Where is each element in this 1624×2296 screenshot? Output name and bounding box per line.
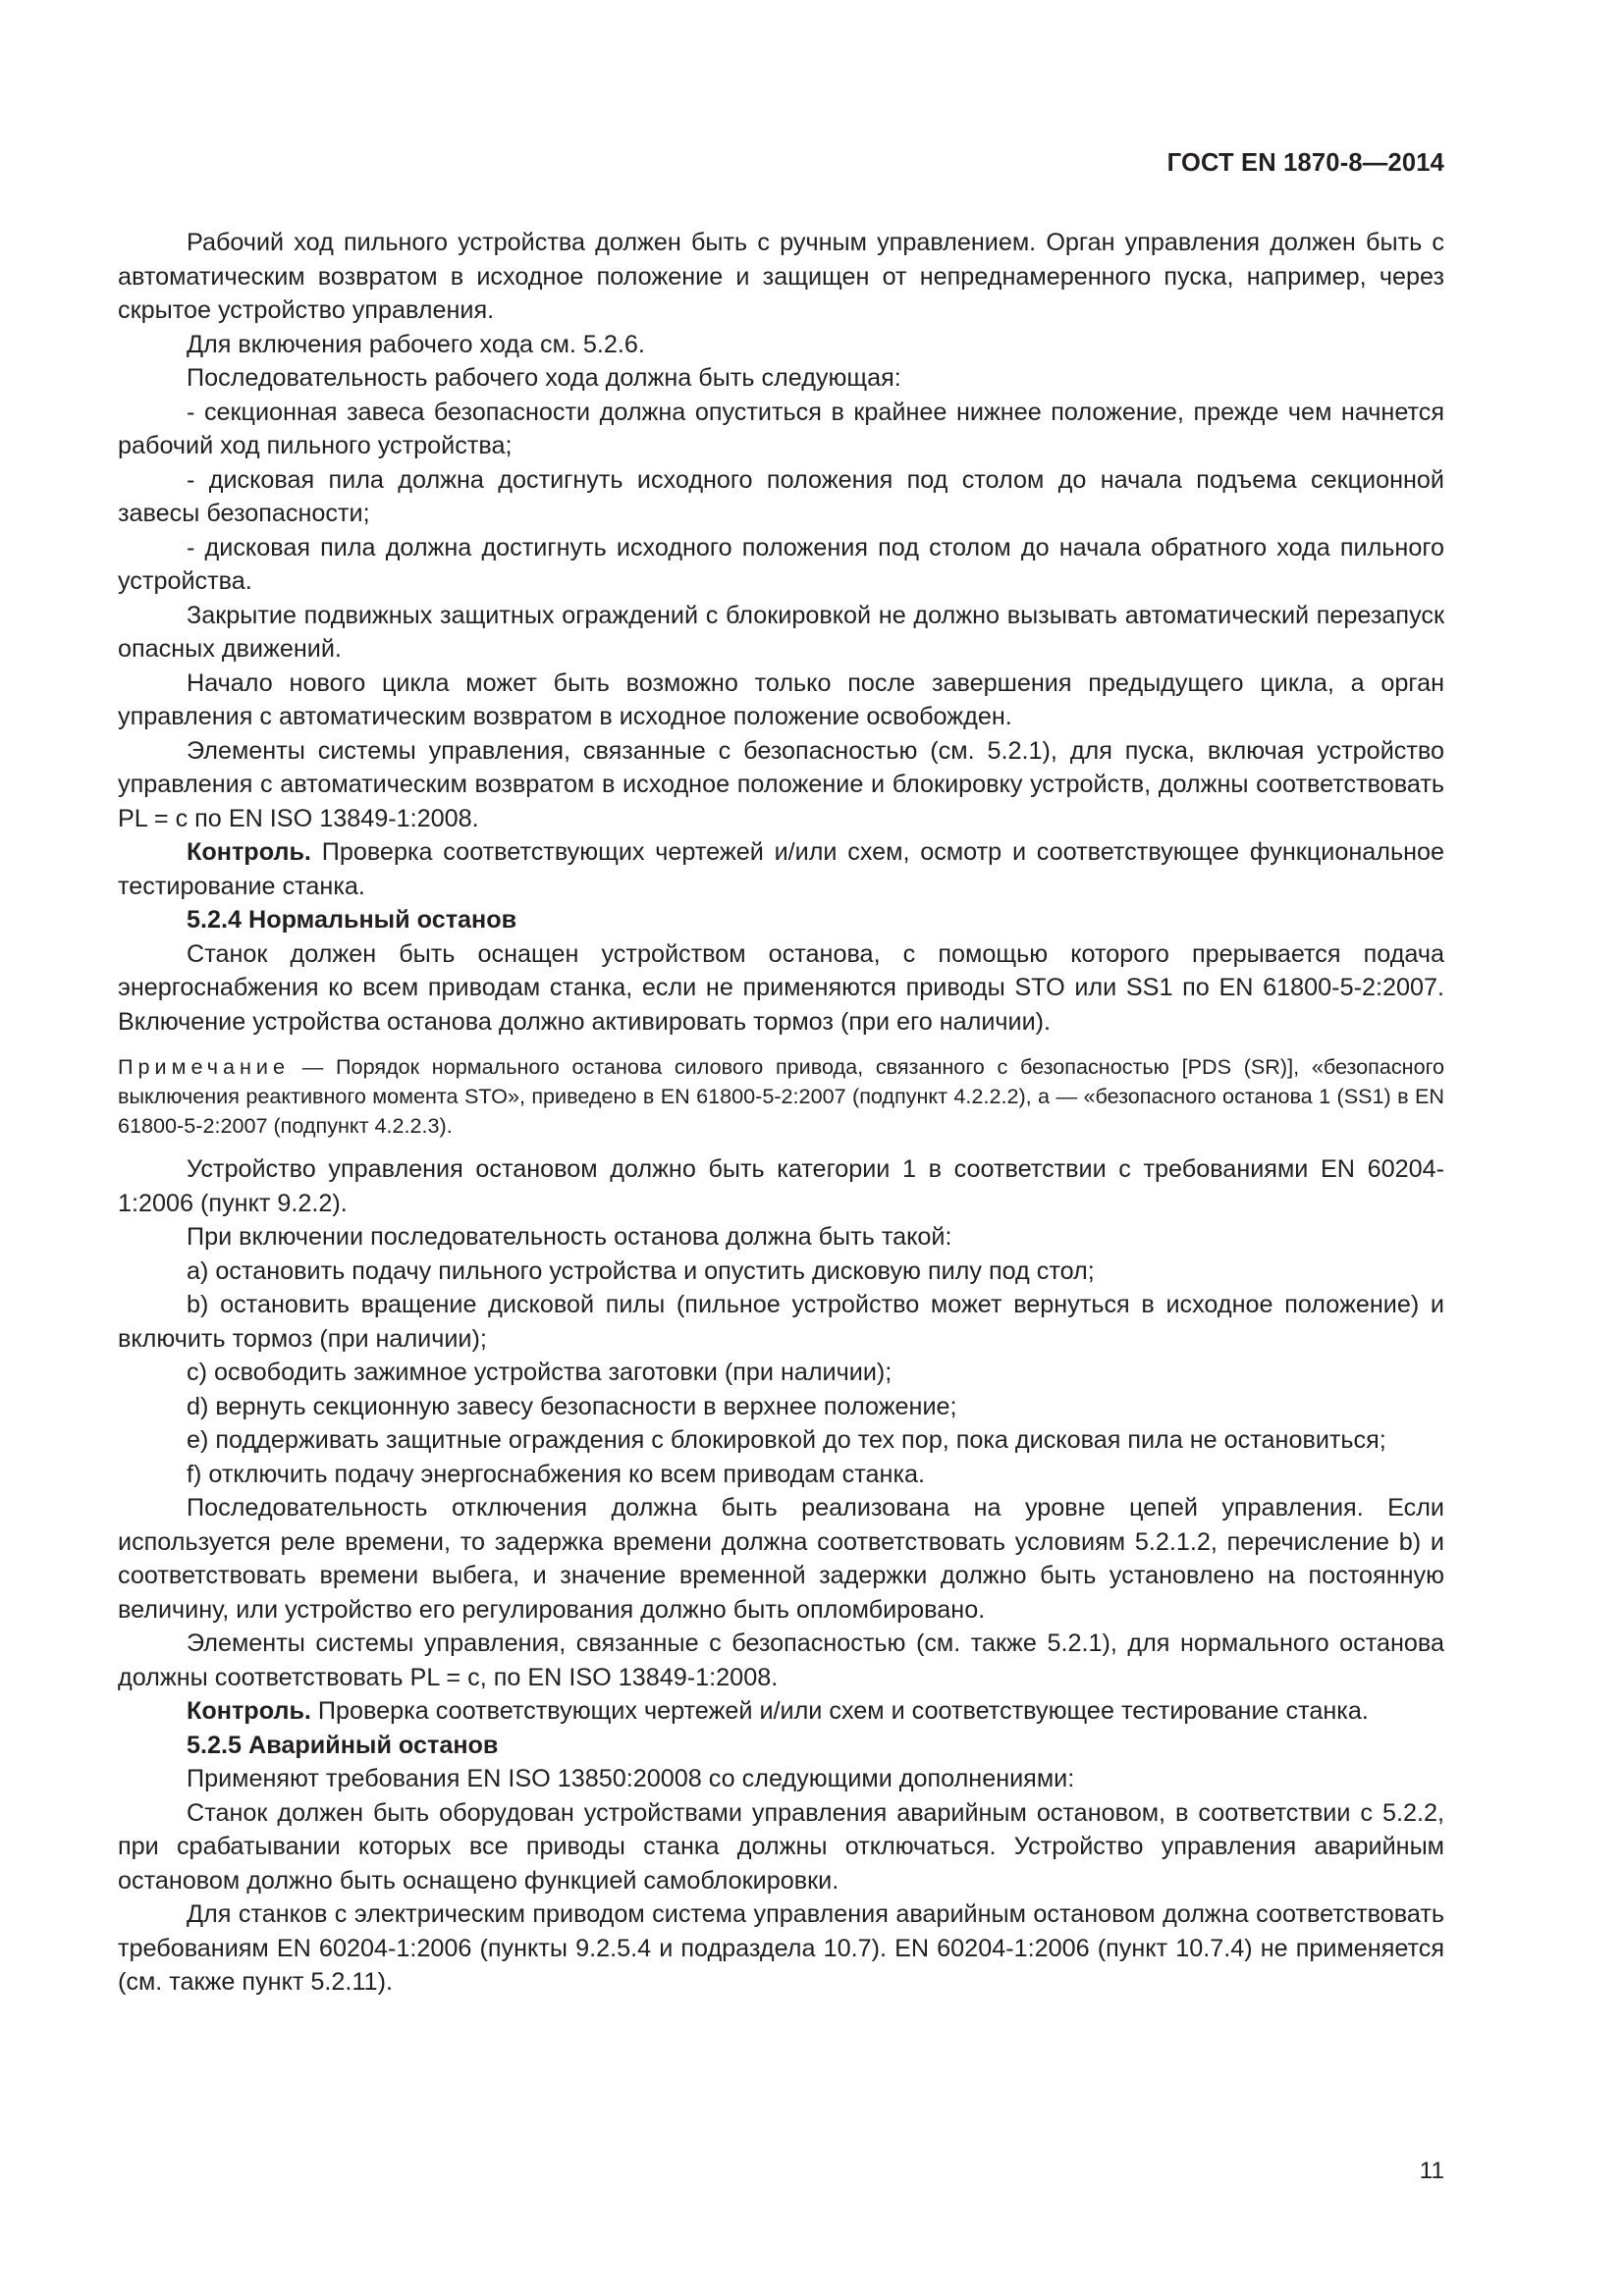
paragraph: Рабочий ход пильного устройства должен быть с ручным управлением. Орган управления должен быть с автоматическим возвратом в исходное положение и защищен от непреднамеренного пуска, например, через скрытое устройство управления. bbox=[118, 229, 1444, 324]
paragraph: При включении последовательность останова должна быть такой: bbox=[187, 1223, 952, 1251]
list-item: d) вернуть секционную завесу безопасности в верхнее положение; bbox=[187, 1392, 957, 1420]
list-item: - дисковая пила должна достигнуть исходного положения под столом до начала обратного хода пильного устройства. bbox=[118, 533, 1444, 595]
paragraph: Последовательность отключения должна быть реализована на уровне цепей управления. Если используется реле времени, то задержка времени должна соответствовать условиям 5.2.1.2, перечисление b) и соответствовать времени выбега, и значение временной задержки должно быть установлено на постоянную величину, или устройство его регулирования должно быть опломбировано. bbox=[118, 1494, 1444, 1624]
paragraph: Элементы системы управления, связанные с безопасностью (см. 5.2.1), для пуска, включая устройство управления с автоматическим возвратом в исходное положение и блокировку устройств, должны соответствовать PL = c по EN ISO 13849-1:2008. bbox=[118, 736, 1444, 832]
paragraph: Закрытие подвижных защитных ограждений с блокировкой не должно вызывать автоматический перезапуск опасных движений. bbox=[118, 601, 1444, 663]
note-text: — Порядок нормального останова силового привода, связанного с безопасностью [PDS (SR)], «безопасного выключения реактивного момента STO», приведено в EN 61800-5-2:2007 (подпункт 4.2.2.2), а — «безопасного останова 1 (SS1) в EN 61800-5-2:2007 (подпункт 4.2.2.3). bbox=[118, 1054, 1444, 1138]
paragraph: Станок должен быть оборудован устройствами управления аварийным остановом, в соответствии с 5.2.2, при срабатывании которых все приводы станка должны отключаться. Устройство управления аварийным остановом должно быть оснащено функцией самоблокировки. bbox=[118, 1798, 1444, 1895]
document-header: ГОСТ EN 1870-8—2014 bbox=[1166, 149, 1444, 177]
note-label: Примечание bbox=[118, 1054, 290, 1079]
control-paragraph bbox=[118, 835, 1444, 903]
section-heading-5-2-4 bbox=[118, 903, 1444, 937]
control-paragraph bbox=[118, 1694, 1444, 1729]
list-item: b) остановить вращение дисковой пилы (пильное устройство может вернуться в исходное положение) и включить тормоз (при наличии); bbox=[118, 1291, 1444, 1353]
paragraph: Устройство управления остановом должно быть категории 1 в соответствии с требованиями EN 60204-1:2006 (пункт 9.2.2). bbox=[118, 1155, 1444, 1217]
paragraph: Станок должен быть оснащен устройством останова, с помощью которого прерывается подача энергоснабжения ко всем приводам станка, если не применяются приводы STO или SS1 по EN 61800-5-2:2007. Включение устройства останова должно активировать тормоз (при его наличии). bbox=[118, 939, 1444, 1036]
list-item: - секционная завеса безопасности должна опуститься в крайнее нижнее положение, прежде чем начнется рабочий ход пильного устройства; bbox=[118, 398, 1444, 459]
control-label: Контроль. bbox=[187, 838, 311, 866]
paragraph: Применяют требования EN ISO 13850:20008 со следующими дополнениями: bbox=[187, 1765, 1075, 1792]
control-text: Проверка соответствующих чертежей и/или схем и соответствующее тестирование станка. bbox=[310, 1697, 1369, 1725]
paragraph: Для включения рабочего хода см. 5.2.6. bbox=[187, 330, 645, 358]
section-heading-text: 5.2.4 Нормальный останов bbox=[187, 906, 517, 934]
control-label: Контроль. bbox=[187, 1697, 311, 1725]
section-heading-text: 5.2.5 Аварийный останов bbox=[187, 1731, 499, 1759]
page-body bbox=[118, 226, 1444, 2000]
paragraph: Для станков с электрическим приводом система управления аварийным остановом должна соответствовать требованиям EN 60204-1:2006 (пункты 9.2.5.4 и подраздела 10.7). EN 60204-1:2006 (пункт 10.7.4) не применяется (см. также пункт 5.2.11). bbox=[118, 1900, 1444, 1996]
list-item: e) поддерживать защитные ограждения с блокировкой до тех пор, пока дисковая пила не остановиться; bbox=[187, 1426, 1386, 1454]
page-number: 11 bbox=[1419, 2158, 1444, 2184]
section-heading-5-2-5 bbox=[118, 1729, 1444, 1763]
paragraph: Начало нового цикла может быть возможно только после завершения предыдущего цикла, а орган управления с автоматическим возвратом в исходное положение освобожден. bbox=[118, 668, 1444, 730]
list-item: c) освободить зажимное устройства заготовки (при наличии); bbox=[187, 1359, 893, 1386]
paragraph: Последовательность рабочего хода должна быть следующая: bbox=[187, 364, 901, 392]
list-item: f) отключить подачу энергоснабжения ко всем приводам станка. bbox=[187, 1460, 926, 1488]
paragraph: Элементы системы управления, связанные с безопасностью (см. также 5.2.1), для нормального останова должны соответствовать PL = c, по EN ISO 13849-1:2008. bbox=[118, 1629, 1444, 1691]
list-item: a) остановить подачу пильного устройства и опустить дисковую пилу под стол; bbox=[187, 1256, 1095, 1285]
list-item: - дисковая пила должна достигнуть исходного положения под столом до начала подъема секционной завесы безопасности; bbox=[118, 465, 1444, 527]
note bbox=[118, 1052, 1444, 1141]
control-text: Проверка соответствующих чертежей и/или схем, осмотр и соответствующее функциональное тестирование станка. bbox=[118, 838, 1444, 900]
